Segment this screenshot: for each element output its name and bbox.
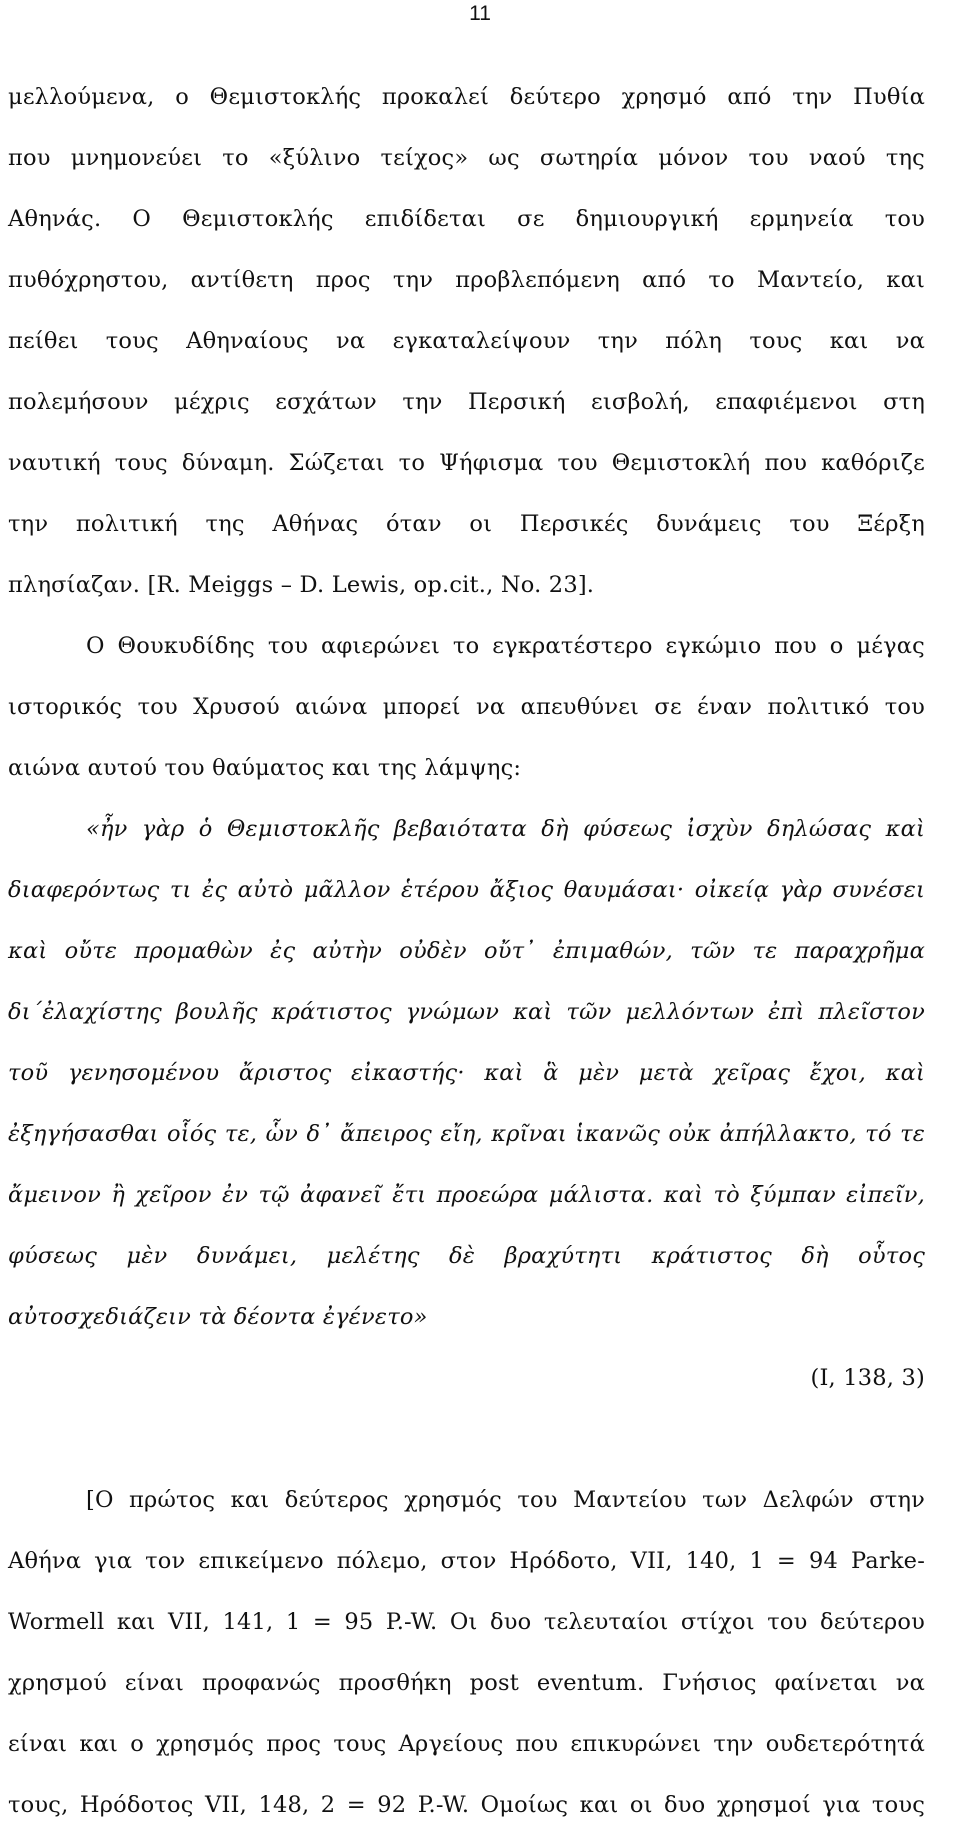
quote-line: ἄμεινον ἢ χεῖρον ἐν τῷ ἀφανεῖ ἔτι προεώρα μάλιστα. καὶ τὸ ξύμπαν εἰπεῖν, xyxy=(8,1182,925,1208)
text-line: Αθηνάς. Ο Θεμιστοκλής επιδίδεται σε δημιουργική ερμηνεία του xyxy=(8,206,925,232)
text-line: αιώνα αυτού του θαύματος και της λάμψης: xyxy=(8,755,522,781)
text-line: πολεμήσουν μέχρις εσχάτων την Περσική εισβολή, επαφιέμενοι στη xyxy=(8,389,925,415)
text-line: ναυτική τους δύναμη. Σώζεται το Ψήφισμα του Θεμιστοκλή που καθόριζε xyxy=(8,450,925,476)
quote-line: διαφερόντως τι ἐς αὐτὸ μᾶλλον ἑτέρου ἄξιος θαυμάσαι· οἰκείᾳ γὰρ συνέσει xyxy=(8,877,925,903)
text-line: πλησίαζαν. [R. Meiggs – D. Lewis, op.cit., No. 23]. xyxy=(8,572,595,598)
quote-line: τοῦ γενησομένου ἄριστος εἰκαστής· καὶ ἃ μὲν μετὰ χεῖρας ἔχοι, καὶ xyxy=(8,1060,925,1086)
text-line: πείθει τους Αθηναίους να εγκαταλείψουν την πόλη τους και να xyxy=(8,328,925,354)
thucydides-quote xyxy=(8,799,925,1409)
text-line: Ο Θουκυδίδης του αφιερώνει το εγκρατέστερο εγκώμιο που ο μέγας xyxy=(86,633,925,659)
text-line: Wormell και VII, 141, 1 = 95 P.-W. Οι δυο τελευταίοι στίχοι του δεύτερου xyxy=(8,1609,925,1635)
text-line: πυθόχρηστου, αντίθετη προς την προβλεπόμενη από το Μαντείο, και xyxy=(8,267,925,293)
text-line: Αθήνα για τον επικείμενο πόλεμο, στον Ηρόδοτο, VII, 140, 1 = 94 Parke- xyxy=(8,1548,925,1574)
text-line: μελλούμενα, ο Θεμιστοκλής προκαλεί δεύτερο χρησμό από την Πυθία xyxy=(8,84,925,110)
paragraph-2 xyxy=(8,616,925,799)
quote-line: δι΄ἐλαχίστης βουλῆς κράτιστος γνώμων καὶ τῶν μελλόντων ἐπὶ πλεῖστον xyxy=(8,999,925,1025)
text-line: είναι και ο χρησμός προς τους Αργείους που επικυρώνει την ουδετερότητά xyxy=(8,1731,925,1757)
body-text xyxy=(8,67,925,1836)
paragraph-spacer xyxy=(8,1409,925,1470)
text-line: τους, Ηρόδοτος VII, 148, 2 = 92 P.-W. Ομοίως και οι δυο χρησμοί για τους xyxy=(8,1792,925,1818)
text-line: που μνημονεύει το «ξύλινο τείχος» ως σωτηρία μόνον του ναού της xyxy=(8,145,925,171)
quote-citation: (I, 138, 3) xyxy=(810,1365,925,1391)
text-line: την πολιτική της Αθήνας όταν οι Περσικές δυνάμεις του Ξέρξη xyxy=(8,511,925,537)
quote-line: «ἦν γὰρ ὁ Θεμιστοκλῆς βεβαιότατα δὴ φύσεως ἰσχὺν δηλώσας καὶ xyxy=(86,816,925,842)
quote-line: καὶ οὔτε προμαθὼν ἐς αὐτὴν οὐδὲν οὔτ᾽ ἐπιμαθών, τῶν τε παραχρῆμα xyxy=(8,938,925,964)
text-line: ιστορικός του Χρυσού αιώνα μπορεί να απευθύνει σε έναν πολιτικό του xyxy=(8,694,925,720)
text-line: χρησμού είναι προφανώς προσθήκη post eventum. Γνήσιος φαίνεται να xyxy=(8,1670,925,1696)
quote-line: φύσεως μὲν δυνάμει, μελέτης δὲ βραχύτητι κράτιστος δὴ οὗτος xyxy=(8,1243,925,1269)
quote-line: αὐτοσχεδιάζειν τὰ δέοντα ἐγένετο» xyxy=(8,1304,428,1330)
page-number: 11 xyxy=(469,2,491,25)
paragraph-3 xyxy=(8,1470,925,1836)
paragraph-1 xyxy=(8,67,925,616)
quote-line: ἐξηγήσασθαι οἷός τε, ὧν δ᾽ ἄπειρος εἴη, κρῖναι ἱκανῶς οὐκ ἀπήλλακτο, τό τε xyxy=(8,1121,925,1147)
text-line: [Ο πρώτος και δεύτερος χρησμός του Μαντείου των Δελφών στην xyxy=(86,1487,925,1513)
